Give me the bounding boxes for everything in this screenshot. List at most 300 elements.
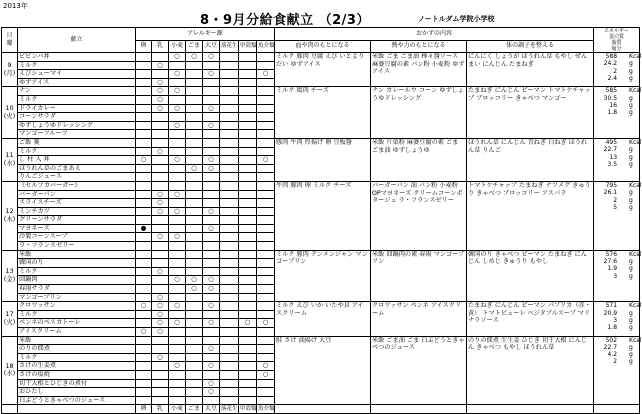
allergen-mark [152,156,168,165]
allergen-mark [152,242,168,250]
allergen-mark [239,362,256,371]
allergen-column [203,336,220,405]
allergen-mark [136,268,151,277]
allergen-mark [186,199,202,208]
allergen-column [203,138,220,181]
allergen-mark [186,191,202,200]
allergen-mark [186,233,202,242]
ingredients-body: のりの佃煮 生生姜 ひじき 切干大根 にんじん きゃべつ もやし ほうれん草 [467,336,594,405]
allergen-mark [239,388,256,397]
allergen-mark: ○ [157,327,163,335]
allergen-column [239,250,257,302]
nutrition-fat-value: 16 [609,101,618,109]
allergen-mark [203,328,219,336]
allergen-mark [169,388,185,397]
allergen-footer: 乳 [152,405,169,414]
allergen-mark [257,79,274,87]
allergen-column [239,302,257,336]
allergen-mark [169,380,185,389]
allergen-mark: ○ [186,165,202,174]
dish-item: バーガーパン [18,191,135,200]
allergen-column [257,250,275,302]
nutrition-salt-value: 3 [613,272,618,280]
allergen-mark: ○ [203,165,219,174]
allergen-mark [186,328,202,336]
allergen-column [257,181,275,250]
nutrition-energy [595,87,642,95]
allergen-mark: ○ [257,70,274,79]
nutrition-cell [594,87,640,139]
allergen-mark: ○ [152,233,168,242]
nutrition-energy-value: 588 [605,53,618,60]
header-menu: 献立 [18,28,136,53]
nutrition-energy [595,53,642,60]
allergen-mark [257,328,274,336]
allergen-mark [220,294,238,302]
allergen-column [169,138,186,181]
nutrition-fat-unit: g [629,316,633,324]
day-weekday: (水) [3,158,16,167]
dish-item: さけの生姜煮 [18,362,135,371]
nutrition-energy [595,302,642,310]
nutrition-cell [594,138,640,181]
nutrition-protein-unit: g [629,309,633,317]
allergen-mark: ○ [152,302,168,311]
allergen-footer: 落花生 [220,405,239,414]
allergen-mark: ○ [169,362,185,371]
allergen-mark [239,130,256,138]
allergen-mark [257,199,274,208]
footer-blank [371,405,467,414]
allergen-mark [239,156,256,165]
allergen-column [136,250,152,302]
allergen-mark [239,182,256,191]
allergen-mark [257,130,274,138]
allergen-mark: ○ [152,148,168,157]
ingredients-blood: ミルク えび いか いたや貝 アイスクリーム [275,302,371,336]
nutrition-energy [595,181,642,189]
allergen-column [152,336,169,405]
allergen-mark [136,233,151,242]
allergen-mark [239,165,256,174]
allergen-column [186,87,203,139]
allergen-column [152,181,169,250]
allergen-mark [220,79,238,87]
allergen-column [220,250,239,302]
allergen-mark [239,113,256,122]
allergen-mark [186,311,202,320]
allergen-mark: ○ [169,302,185,311]
allergen-mark [136,285,151,294]
allergen-mark [239,259,256,268]
allergen-mark: ○ [203,345,219,354]
allergen-column [239,138,257,181]
nutrition-cell [594,181,640,250]
allergen-mark [239,191,256,200]
allergen-column [186,302,203,336]
nutrition-salt [595,109,638,116]
allergen-mark [220,276,238,285]
allergen-mark [169,216,185,225]
allergen-header: 大豆 [203,40,220,53]
allergen-mark: ○ [203,53,219,62]
allergen-column [239,181,257,250]
allergen-mark [169,79,185,87]
allergen-header: ごま [186,40,203,53]
nutrition-salt-value: 2.4 [607,74,618,82]
allergen-mark [239,337,256,346]
ingredients-heat: 米飯 片栗粉 麻婆豆腐の素 ごま ごま油 ゆずしょうゆ [371,138,467,181]
allergen-header: 乳 [152,40,169,53]
allergen-mark: ○ [152,191,168,200]
allergen-mark [257,96,274,105]
allergen-mark [257,208,274,217]
allergen-mark [239,173,256,181]
allergen-mark [136,259,151,268]
allergen-mark [186,319,202,328]
allergen-mark [186,87,202,96]
allergen-mark [186,397,202,405]
allergen-mark: ○ [203,122,219,131]
nutrition-salt [595,324,638,331]
allergen-mark [169,165,185,174]
allergen-mark [136,276,151,285]
allergen-mark [136,139,151,148]
nutrition-cell [594,250,640,302]
allergen-header: 卵 [136,40,152,53]
nutrition-fat-unit: g [629,265,633,273]
day-date: 10 [5,104,14,113]
dish-item: 冷製コーンスープ [18,233,135,242]
ingredients-blood: 豚肉 牛肉 厚揚げ 卵 豆板醤 [275,138,371,181]
allergen-mark [220,130,238,138]
nutrition-salt [595,75,638,82]
nutrition-protein-value: 22.7 [603,146,618,154]
allergen-mark [203,397,219,405]
allergen-mark [239,62,256,71]
nutrition-fat-unit: g [629,67,633,75]
allergen-header: 落花生 [220,40,239,53]
allergen-mark [220,302,238,311]
dish-item: ミルク [18,311,135,320]
allergen-mark [239,285,256,294]
allergen-mark [220,319,238,328]
allergen-mark: ○ [186,285,202,294]
nutrition-energy-unit: Kcal [629,138,642,146]
nutrition-fat-value: 4.2 [607,351,618,359]
allergen-column [169,181,186,250]
allergen-column [152,53,169,87]
allergen-mark [220,113,238,122]
nutrition-protein-value: 27.6 [603,257,618,265]
allergen-mark [239,380,256,389]
allergen-mark [169,130,185,138]
nutrition-salt [595,358,638,365]
allergen-mark [186,173,202,181]
allergen-mark [136,87,151,96]
menu-table [1,27,640,414]
allergen-mark [239,199,256,208]
allergen-mark [136,79,151,87]
allergen-mark [152,122,168,131]
nutrition-energy-unit: Kcal [629,302,642,310]
allergen-mark [186,148,202,157]
allergen-mark [169,251,185,260]
day-row [2,87,640,139]
allergen-mark [239,122,256,131]
allergen-mark [220,87,238,96]
nutrition-salt-unit: g [629,203,633,211]
allergen-column [169,87,186,139]
allergen-footer: 卵 [136,405,152,414]
footer-blank [594,405,640,414]
allergen-column [136,302,152,336]
allergen-mark [186,242,202,250]
allergen-mark: ○ [169,191,185,200]
allergen-mark [186,62,202,71]
allergen-mark [186,380,202,389]
allergen-mark: ○ [152,311,168,320]
day-cell [2,53,18,87]
day-cell [2,138,18,181]
nutrition-protein [595,344,638,351]
allergen-mark [136,191,151,200]
allergen-mark [136,388,151,397]
dish-item: ほうれん草のごまあえ [18,165,135,174]
allergen-mark [257,276,274,285]
allergen-footer: 甲殻類 [239,405,257,414]
day-cell [2,336,18,405]
allergen-mark [220,397,238,405]
allergen-mark [152,165,168,174]
dish-item: 切干大根とひじきの煮付 [18,380,135,389]
allergen-mark [220,165,238,174]
allergen-column [186,53,203,87]
allergen-mark [186,345,202,354]
nutrition-fat [595,102,638,109]
ingredients-heat: 米飯 回鍋肉の素 春雨 マンゴープリン [371,250,467,302]
allergen-mark [257,122,274,131]
allergen-mark [186,388,202,397]
dish-item: 回鍋肉 [18,276,135,285]
dish-item: グリーンサラダ [18,216,135,225]
nutrition-energy [595,138,642,146]
nutrition-fat [595,68,638,75]
allergen-footer: 魚介類 [257,405,275,414]
nutrition-fat-value: 2 [613,67,618,75]
allergen-mark: ○ [203,302,219,311]
ingredients-body: にんにく しょうが ほうれん草 もやし ぜんまい にんじん たまねぎ [467,53,594,87]
allergen-column [220,87,239,139]
allergen-column [186,336,203,405]
allergen-mark [203,130,219,138]
allergen-mark: ○ [157,77,163,86]
allergen-mark: ○ [203,388,219,397]
dish-list [18,181,136,250]
ingredients-heat: バーガーパン 油 パン粉 小麦粉 OPマヨネーズ クリームコーンポタージュ ラ・フランスゼリー [371,181,467,250]
nutrition-energy [595,250,642,258]
header-day: 日 曜 [2,28,18,53]
allergen-mark [220,362,238,371]
nutrition-salt-unit: g [629,160,633,168]
allergen-mark [136,208,151,217]
footer-blank [2,405,18,414]
nutrition-cell [594,302,640,336]
allergen-mark [239,70,256,79]
nutrition-protein [595,189,638,196]
nutrition-salt-value: 1.8 [607,324,618,332]
allergen-mark: ○ [140,327,147,335]
day-cell [2,87,18,139]
allergen-mark [186,208,202,217]
allergen-header: 魚介類 [257,40,275,53]
allergen-mark [239,397,256,405]
allergen-mark: ○ [169,105,185,114]
footer-blank [18,405,136,414]
allergen-column [220,53,239,87]
allergen-column [152,87,169,139]
allergen-mark [220,148,238,157]
allergen-mark: ○ [169,319,185,328]
ingredients-heat: 米飯 ごま油 ごま 白ぶどうときゃべつのジュース [371,336,467,405]
dish-list [18,138,136,181]
allergen-mark [169,285,185,294]
allergen-mark [203,251,219,260]
dish-item: ペンネのペスカトーレ [18,319,135,328]
allergen-mark [186,122,202,131]
nutrition-protein-unit: g [629,94,633,102]
nutrition-fat-value: 13 [609,153,618,161]
allergen-mark [136,105,151,114]
allergen-mark [186,362,202,371]
day-row [2,53,640,87]
allergen-footer: ごま [186,405,203,414]
allergen-mark [152,337,168,346]
nutrition-fat-value: 1.9 [607,265,618,273]
allergen-mark [220,259,238,268]
allergen-mark [220,156,238,165]
dish-item: マヨネーズ [18,225,135,234]
header-ingredients: おかずの内容 [275,28,594,41]
allergen-column [169,53,186,87]
nutrition-salt-value: 1.8 [607,109,618,117]
allergen-mark [169,371,185,380]
allergen-mark [203,79,219,87]
allergen-mark: ○ [152,199,168,208]
nutrition-salt [595,273,638,280]
nutrition-fat-unit: g [629,153,633,161]
dish-item: アイスクリーム [19,328,62,335]
allergen-mark [136,122,151,131]
allergen-mark [220,371,238,380]
nutrition-cell [594,53,640,87]
nutrition-energy-value: 502 [605,336,618,344]
ingredients-blood: 牛肉 豚肉 卵 ミルク チーズ [275,181,371,250]
nutrition-fat [595,154,638,161]
allergen-column [203,250,220,302]
nutrition-protein [595,146,638,153]
day-weekday: (金) [3,274,16,283]
allergen-column [220,302,239,336]
allergen-mark: ● [136,225,151,234]
allergen-column [203,87,220,139]
allergen-mark [203,242,219,250]
allergen-mark [239,328,256,336]
allergen-mark [239,96,256,105]
day-cell [2,181,18,250]
allergen-mark: ○ [203,285,219,294]
allergen-mark [186,354,202,363]
allergen-mark: ○ [152,87,168,96]
allergen-mark [257,302,274,311]
allergen-mark [136,199,151,208]
allergen-mark [136,96,151,105]
allergen-column [186,250,203,302]
header-nutrition: エネルギー 蛋白質 脂質 塩分 [594,28,640,53]
allergen-mark [169,173,185,181]
allergen-mark [136,337,151,346]
dish-item: ミルク [18,268,135,277]
allergen-mark [136,294,151,302]
allergen-mark [220,285,238,294]
dish-item: ゆずしょうゆドレッシング [18,122,135,131]
allergen-mark [152,130,168,138]
allergen-mark [220,328,238,336]
ingredients-heat: ナン カレールウ コーン ゆずしょうゆドレッシング [371,87,467,139]
allergen-mark [136,354,151,363]
dish-item: 米飯 [18,251,135,260]
allergen-mark [239,53,256,62]
dish-item: 韓国のり [18,259,135,268]
allergen-mark: ○ [203,225,219,234]
allergen-mark [136,182,151,191]
allergen-mark: ○ [152,208,168,217]
allergen-mark [239,302,256,311]
allergen-column [257,87,275,139]
allergen-mark [169,259,185,268]
allergen-mark: ○ [169,276,185,285]
dish-item: えびシューマイ [18,70,135,79]
nutrition-salt-value: 5 [613,203,618,211]
nutrition-energy-unit: Kcal [629,336,642,344]
nutrition-fat [595,197,638,204]
allergen-mark [257,251,274,260]
allergen-mark [257,380,274,389]
allergen-mark [220,173,238,181]
allergen-mark [257,182,274,191]
allergen-mark [220,311,238,320]
dish-list [18,302,136,336]
nutrition-fat-unit: g [629,101,633,109]
allergen-column [152,250,169,302]
allergen-mark [136,371,151,380]
allergen-mark: ○ [157,292,163,301]
dish-item: りんごジュース [19,173,62,181]
nutrition-fat-value: 3 [613,316,618,324]
allergen-mark [136,165,151,174]
nutrition-protein-unit: g [629,60,633,68]
allergen-mark [136,130,151,138]
dish-item: コーンサラダ [18,113,135,122]
dish-item: ミルク [18,62,135,71]
allergen-mark: ○ [152,105,168,114]
allergen-mark [220,53,238,62]
allergen-mark [169,242,185,250]
allergen-column [220,181,239,250]
dish-item: ミルク [18,96,135,105]
header-blood: 血や肉のもとになる [275,40,371,53]
allergen-mark [186,113,202,122]
